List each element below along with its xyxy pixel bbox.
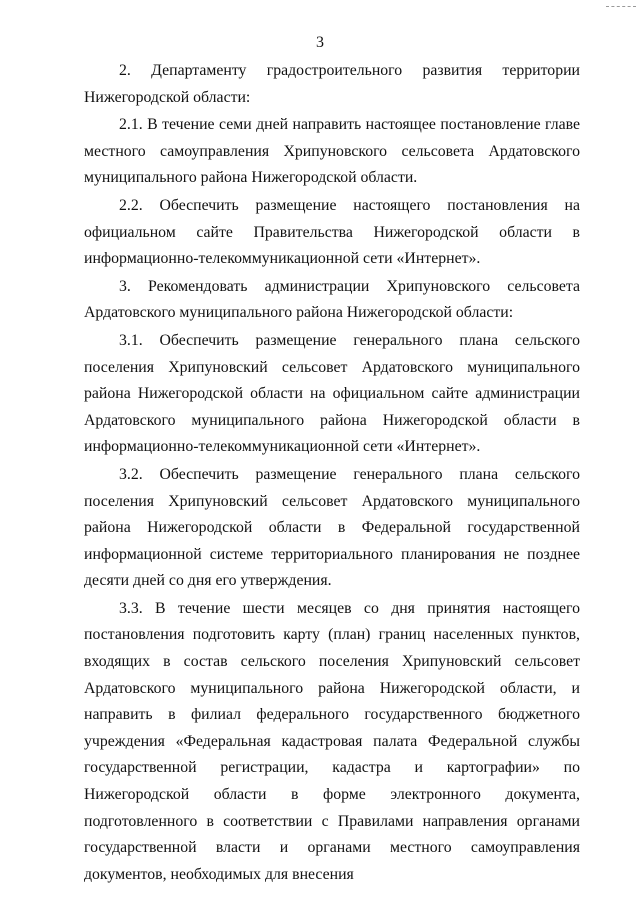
paragraph-3-3: 3.3. В течение шести месяцев со дня принятия настоящего постановления подготовить карту (план) границ населенных пунктов, входящих в состав сельского поселения Хрипуновский сельсовет Ардатовского муниципального района Нижегородской области, и направить в филиал федерального государственного бюджетного учреждения «Федеральная кадастровая палата Федеральной службы государственной регистрации, кадастра и картографии» по Нижегородской области в форме электронного документа, подготовленного в соответствии с Правилами направления органами государственной власти и органами местного самоуправления документов, необходимых для внесения — [84, 599, 580, 883]
paragraph-2-2: 2.2. Обеспечить размещение настоящего постановления на официальном сайте Правительства Нижегородской области в информационно-телекоммуникационной сети «Интернет». — [84, 196, 580, 268]
page-number: 3 — [316, 34, 324, 51]
paragraph-3-2: 3.2. Обеспечить размещение генерального плана сельского поселения Хрипуновский сельсовет Ардатовского муниципального района Нижегородской области в Федеральной государственной информационной системе территориального планирования не позднее десяти дней со дня его утверждения. — [84, 465, 580, 590]
paragraph-3-1: 3.1. Обеспечить размещение генерального плана сельского поселения Хрипуновский сельсовет Ардатовского муниципального района Нижегородской области на официальном сайте администрации Ардатовского муниципального района Нижегородской области в информационно-телекоммуникационной сети «Интернет». — [84, 331, 580, 456]
document-body — [84, 58, 580, 889]
paragraph-2-1: 2.1. В течение семи дней направить настоящее постановление главе местного самоуправления Хрипуновского сельсовета Ардатовского муниципального района Нижегородской области. — [84, 116, 580, 187]
scan-edge-mark — [606, 6, 636, 8]
paragraph-3: 3. Рекомендовать администрации Хрипуновского сельсовета Ардатовского муниципального района Нижегородской области: — [84, 277, 580, 322]
paragraph-2: 2. Департаменту градостроительного развития территории Нижегородской области: — [84, 62, 580, 106]
